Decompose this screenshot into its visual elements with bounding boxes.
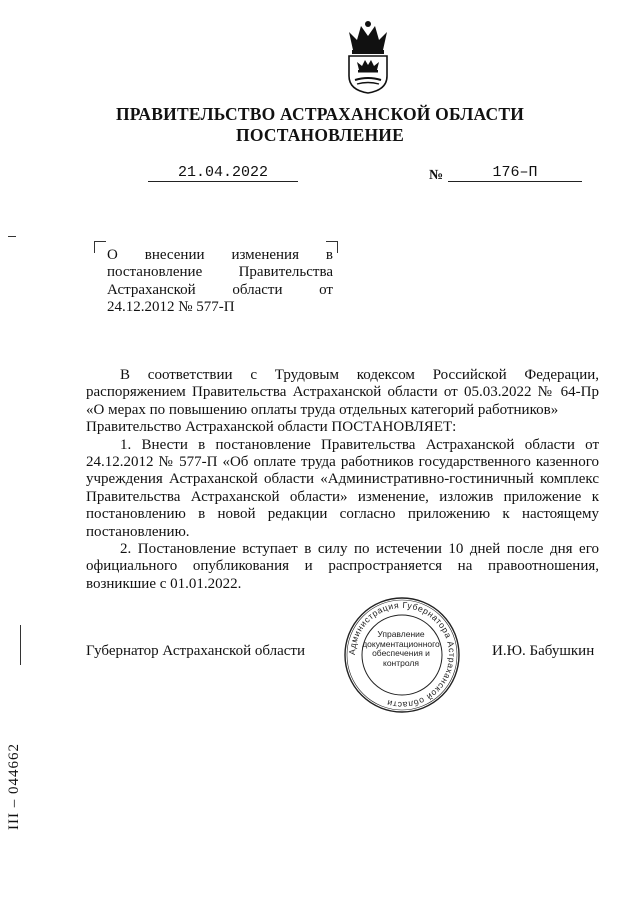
document-type: ПОСТАНОВЛЕНИЕ <box>236 125 404 145</box>
item-2-paragraph: 2. Постановление вступает в силу по истечении 10 дней после дня его официального опубликования и распространяется на правоотношения, возникшие с 01.01.2022. <box>86 541 599 592</box>
document-date: 21.04.2022 <box>177 164 268 181</box>
signer-name: И.Ю. Бабушкин <box>492 643 595 659</box>
government-name: ПРАВИТЕЛЬСТВО АСТРАХАНСКОЙ ОБЛАСТИ <box>115 104 525 124</box>
document-body <box>86 367 599 593</box>
decree-paragraph: Правительство Астраханской области ПОСТАНОВЛЯЕТ: <box>86 419 457 436</box>
number-sign: № <box>429 168 444 183</box>
item-1-paragraph: 1. Внести в постановление Правительства Астраханской области от 24.12.2012 № 577-П «Об оплате труда работников государственного казенного учреждения Астраханской области «Административно-гостиничный комплекс Правительства Астраханской области» изменение, изложив приложение к постановлению в новой редакции согласно приложению к настоящему постановлению. <box>86 436 599 540</box>
preamble-paragraph: В соответствии с Трудовым кодексом Российской Федерации, распоряжением Правительства Астраханской области от 05.03.2022 № 64-Пр «О мерах по повышению оплаты труда отдельных категорий работников» <box>86 367 599 418</box>
document-number: 176–П <box>492 164 538 181</box>
astrakhan-coat-of-arms-icon <box>343 20 393 94</box>
signer-title: Губернатор Астраханской области <box>86 643 306 659</box>
subject-corner-left <box>94 241 106 253</box>
stamp-ring-text: Администрация Губернатора Астраханской области <box>346 599 458 711</box>
serial-number: ІІІ – 044662 <box>6 743 22 830</box>
document-subject: О внесении изменения в постановление Правительства Астраханской области от 24.12.2012 № 577-П <box>107 247 333 316</box>
number-underline <box>448 181 582 182</box>
stamp-inner-text: Управление документационного обеспечения и контроля <box>362 629 440 668</box>
date-underline <box>148 181 298 182</box>
margin-dash <box>8 236 16 237</box>
margin-line <box>20 625 21 665</box>
